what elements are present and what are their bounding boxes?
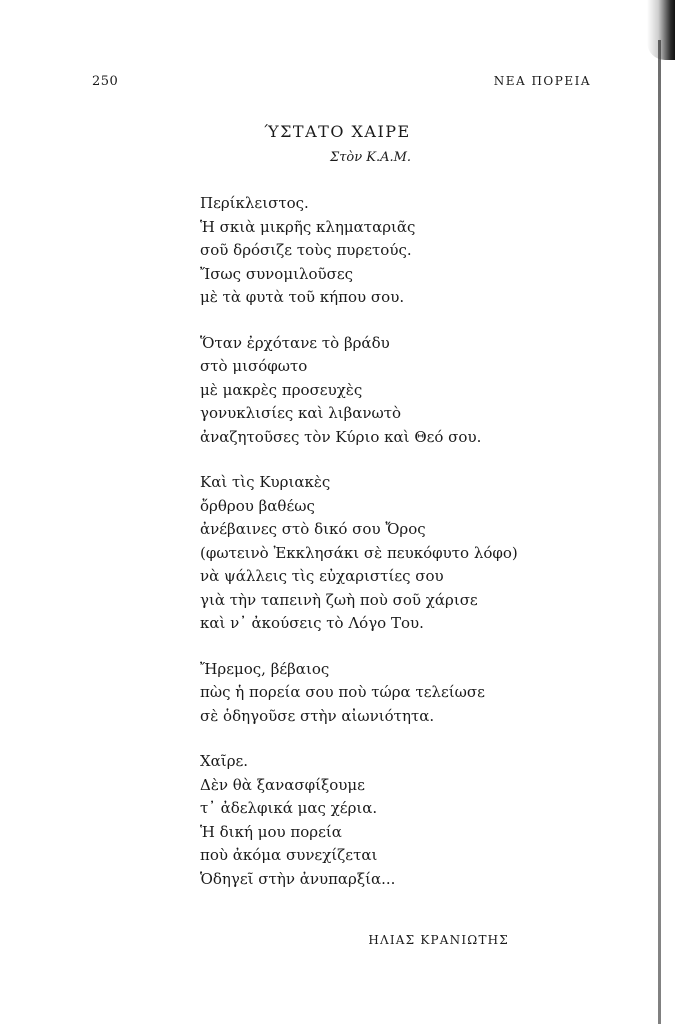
stanza-4 (200, 658, 620, 729)
poem-line: σὲ ὁδηγοῦσε στὴν αἰωνιότητα. (200, 706, 435, 725)
poem-author: ΗΛΙΑΣ ΚΡΑΝΙΩΤΗΣ (368, 933, 509, 947)
poem-line: γονυκλισίες καὶ λιβανωτὸ (200, 404, 402, 422)
poem-line: Δὲν θὰ ξανασφίξουμε (200, 775, 365, 794)
poem-line: ὄρθρου βαθέως (200, 496, 315, 515)
poem-line: (φωτεινὸ Ἐκκλησάκι σὲ πευκόφυτο λόφο) (200, 543, 518, 562)
stanza-5 (200, 750, 620, 891)
poem-line: μὲ μακρὲς προσευχὲς (200, 380, 363, 399)
running-head: ΝΕΑ ΠΟΡΕΙΑ (493, 74, 591, 88)
poem-line: Χαῖρε. (200, 752, 249, 770)
page-edge-shadow (658, 40, 661, 1024)
poem-line: ἀνέβαινες στὸ δικό σου Ὄρος (200, 520, 426, 538)
poem-line: Ὅταν ἐρχότανε τὸ βράδυ (200, 333, 390, 352)
poem-line: πὼς ἡ πορεία σου ποὺ τώρα τελείωσε (200, 683, 485, 701)
poem-line: στὸ μισόφωτο (200, 357, 308, 375)
page-number: 250 (92, 74, 119, 89)
poem-line: γιὰ τὴν ταπεινὴ ζωὴ ποὺ σοῦ χάρισε (200, 590, 478, 609)
poem-line: σοῦ δρόσιζε τοὺς πυρετούς. (200, 241, 412, 259)
poem-body (200, 192, 620, 913)
stanza-2 (200, 332, 620, 450)
stanza-3 (200, 471, 620, 636)
poem-line: Καὶ τὶς Κυριακὲς (200, 473, 331, 491)
poem-line: Ἴσως συνομιλοῦσες (200, 264, 354, 283)
poem-line: τ᾽ ἀδελφικά μας χέρια. (200, 799, 378, 817)
page-curl-shadow (647, 0, 675, 60)
poem-line: καὶ ν᾽ ἀκούσεις τὸ Λόγο Του. (200, 614, 424, 632)
poem-line: Ἤρεμος, βέβαιος (200, 659, 330, 678)
poem-dedication: Στὸν Κ.Α.Μ. (330, 150, 412, 165)
poem-line: Ὁδηγεῖ στὴν ἀνυπαρξία... (200, 869, 396, 888)
poem-line: ἀναζητοῦσες τὸν Κύριο καὶ Θεό σου. (200, 427, 482, 446)
poem-line: νὰ ψάλλεις τὶς εὐχαριστίες σου (200, 567, 444, 585)
poem-line: Ἡ δική μου πορεία (200, 822, 342, 841)
poem-line: μὲ τὰ φυτὰ τοῦ κήπου σου. (200, 288, 405, 306)
stanza-1 (200, 192, 620, 310)
poem-line: Περίκλειστος. (200, 194, 309, 212)
poem-line: Ἡ σκιὰ μικρῆς κληματαριᾶς (200, 217, 416, 236)
poem-title: ΎΣΤΑΤΟ ΧΑΙΡΕ (264, 122, 411, 141)
poem-line: ποὺ ἀκόμα συνεχίζεται (200, 846, 378, 864)
